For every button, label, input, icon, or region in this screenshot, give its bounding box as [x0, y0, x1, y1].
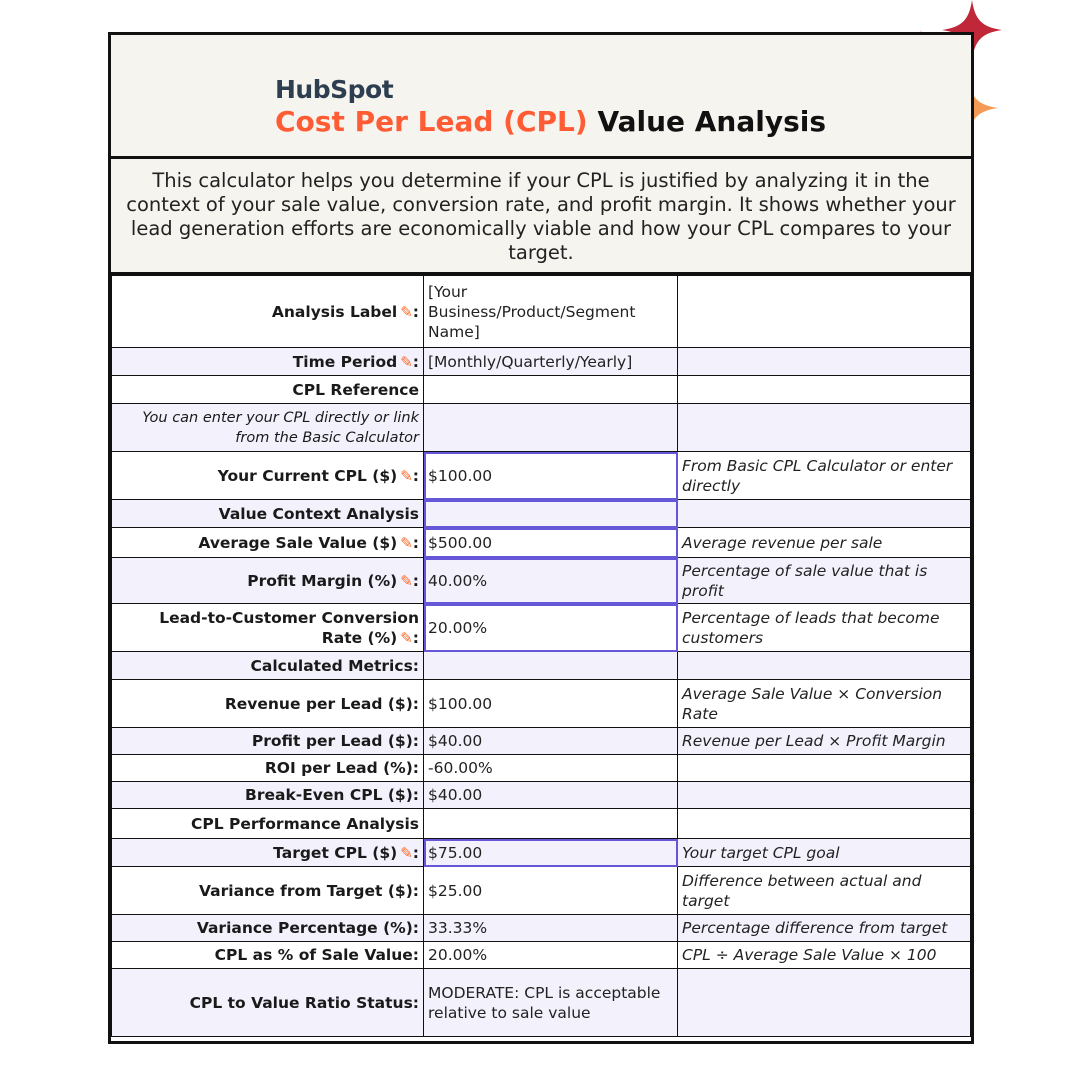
table-row: [112, 680, 971, 728]
row-note: Your target CPL goal: [678, 839, 971, 867]
pencil-icon: ✎: [400, 533, 413, 552]
row-value: [424, 404, 678, 452]
table-row: [112, 604, 971, 652]
table-row: [112, 500, 971, 528]
row-note: Difference between actual and target: [678, 867, 971, 915]
row-value: $100.00: [424, 680, 678, 728]
section-heading: CPL Performance Analysis: [112, 809, 424, 839]
pencil-icon: ✎: [400, 843, 413, 862]
row-value: [424, 376, 678, 404]
row-label: Revenue per Lead ($):: [112, 680, 424, 728]
row-note: [678, 276, 971, 348]
row-note: Average Sale Value × Conversion Rate: [678, 680, 971, 728]
pencil-icon: ✎: [400, 628, 413, 647]
conversion-rate-input[interactable]: 20.00%: [424, 604, 678, 652]
row-note: [678, 376, 971, 404]
row-value[interactable]: [Your Business/Product/Segment Name]: [424, 276, 678, 348]
row-value: -60.00%: [424, 755, 678, 782]
row-value: [424, 652, 678, 680]
page-title: [275, 105, 826, 138]
table-row: [112, 728, 971, 755]
row-note: [678, 348, 971, 376]
title-rest: Value Analysis: [597, 105, 827, 138]
row-value: 33.33%: [424, 915, 678, 942]
table-row: [112, 782, 971, 809]
row-note: [678, 755, 971, 782]
table-row: [112, 528, 971, 558]
row-label: Analysis Label ✎:: [112, 276, 424, 348]
row-label: CPL to Value Ratio Status:: [112, 969, 424, 1037]
hubspot-logo: HubSpot: [275, 75, 394, 104]
row-note: CPL ÷ Average Sale Value × 100: [678, 942, 971, 969]
table-row: [112, 452, 971, 500]
section-heading: CPL Reference: [112, 376, 424, 404]
row-note: From Basic CPL Calculator or enter directly: [678, 452, 971, 500]
row-value: [424, 500, 678, 528]
table-row: [112, 915, 971, 942]
title-accent: Cost Per Lead (CPL): [275, 105, 588, 138]
row-label: Break-Even CPL ($):: [112, 782, 424, 809]
row-label: Target CPL ($) ✎:: [112, 839, 424, 867]
table-row: [112, 809, 971, 839]
pencil-icon: ✎: [400, 466, 413, 485]
table-row: [112, 867, 971, 915]
table-row: [112, 942, 971, 969]
table-row: [112, 348, 971, 376]
table-row: [112, 969, 971, 1037]
table-row: [112, 652, 971, 680]
table-row: [112, 839, 971, 867]
row-label: Variance from Target ($):: [112, 867, 424, 915]
target-cpl-input[interactable]: $75.00: [424, 839, 678, 867]
pencil-icon: ✎: [400, 352, 413, 371]
row-value: 20.00%: [424, 942, 678, 969]
ratio-status-value: MODERATE: CPL is acceptable relative to sale value: [424, 969, 678, 1037]
row-label: Your Current CPL ($) ✎:: [112, 452, 424, 500]
row-label: Lead-to-Customer Conversion Rate (%) ✎:: [112, 604, 424, 652]
row-value: $40.00: [424, 728, 678, 755]
row-label: CPL as % of Sale Value:: [112, 942, 424, 969]
row-note: Percentage of sale value that is profit: [678, 558, 971, 604]
row-note: [678, 809, 971, 839]
cpl-value-sheet: [108, 32, 974, 1044]
average-sale-value-input[interactable]: $500.00: [424, 528, 678, 558]
row-value: $40.00: [424, 782, 678, 809]
row-label: Time Period ✎:: [112, 348, 424, 376]
row-value[interactable]: [Monthly/Quarterly/Yearly]: [424, 348, 678, 376]
row-note: Percentage difference from target: [678, 915, 971, 942]
row-note: [678, 404, 971, 452]
pencil-icon: ✎: [400, 302, 413, 321]
row-value: [424, 809, 678, 839]
cpl-table: [111, 275, 971, 1037]
table-row: [112, 755, 971, 782]
section-heading: Value Context Analysis: [112, 500, 424, 528]
pencil-icon: ✎: [400, 571, 413, 590]
row-note: Average revenue per sale: [678, 528, 971, 558]
row-note: Revenue per Lead × Profit Margin: [678, 728, 971, 755]
row-label: Variance Percentage (%):: [112, 915, 424, 942]
intro-description: This calculator helps you determine if your CPL is justified by analyzing it in the context of your sale value, conversion rate, and profit margin. It shows whether your lead generation efforts are economically viable and how your CPL compares to your target.: [111, 159, 971, 275]
row-help-text: You can enter your CPL directly or link from the Basic Calculator: [112, 404, 424, 452]
row-value: $25.00: [424, 867, 678, 915]
row-note: [678, 782, 971, 809]
table-row: [112, 404, 971, 452]
row-label: Profit per Lead ($):: [112, 728, 424, 755]
sheet-header: [111, 35, 971, 159]
row-note: Percentage of leads that become customers: [678, 604, 971, 652]
profit-margin-input[interactable]: 40.00%: [424, 558, 678, 604]
row-note: [678, 500, 971, 528]
row-label: Average Sale Value ($) ✎:: [112, 528, 424, 558]
row-label: Profit Margin (%) ✎:: [112, 558, 424, 604]
table-row: [112, 276, 971, 348]
row-label: ROI per Lead (%):: [112, 755, 424, 782]
table-row: [112, 558, 971, 604]
section-heading: Calculated Metrics:: [112, 652, 424, 680]
table-row: [112, 376, 971, 404]
row-note: [678, 652, 971, 680]
row-note: [678, 969, 971, 1037]
current-cpl-input[interactable]: $100.00: [424, 452, 678, 500]
